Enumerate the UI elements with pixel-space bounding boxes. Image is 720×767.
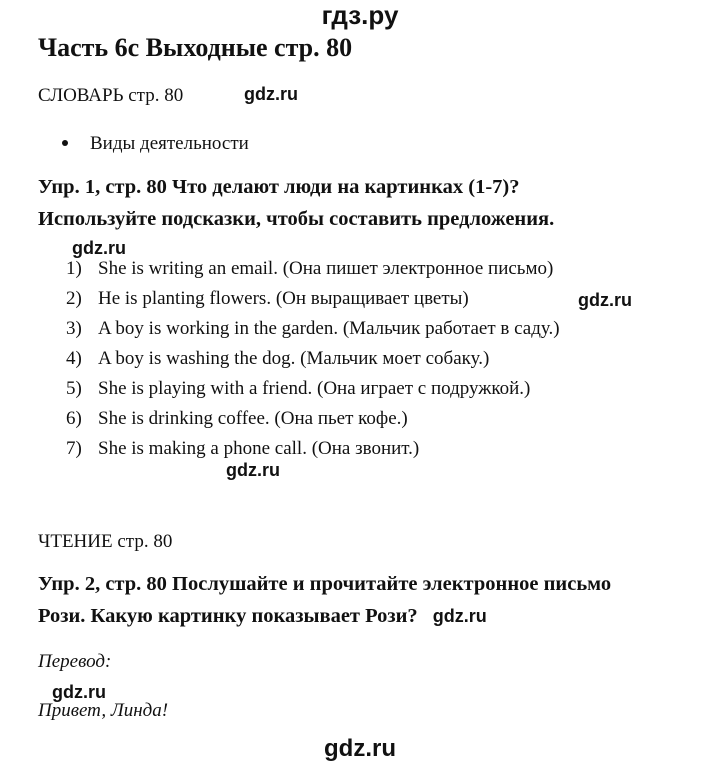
answer-item xyxy=(66,404,560,434)
exercise2-heading-text: Рози. Какую картинку показывает Рози? xyxy=(38,605,418,627)
translation-label: Перевод: xyxy=(38,651,112,672)
answer-item xyxy=(66,344,560,374)
vocabulary-label: СЛОВАРЬ стр. 80 xyxy=(38,85,184,106)
exercise1-heading-line2: Используйте подсказки, чтобы составить предложения. xyxy=(38,208,555,230)
watermark-4: gdz.ru xyxy=(226,460,280,480)
reading-label: ЧТЕНИЕ стр. 80 xyxy=(38,531,173,552)
exercise2-heading-line1: Упр. 2, стр. 80 Послушайте и прочитайте электронное письмо xyxy=(38,573,612,595)
watermark-6: gdz.ru xyxy=(52,682,106,702)
answer-item xyxy=(66,254,560,284)
translation-greeting: Привет, Линда! xyxy=(38,700,169,721)
site-header: гдз.ру xyxy=(321,0,399,30)
exercise1-answer-list xyxy=(66,254,560,464)
answer-item xyxy=(66,284,560,314)
bullet-item-text: Виды деятельности xyxy=(90,133,249,154)
answer-text: She is making a phone call. (Она звонит.) xyxy=(98,438,420,459)
answer-text: A boy is washing the dog. (Мальчик моет собаку.) xyxy=(98,348,490,369)
watermark-3: gdz.ru xyxy=(578,290,632,310)
answer-number: 7) xyxy=(66,438,82,459)
answer-text: She is writing an email. (Она пишет электронное письмо) xyxy=(98,258,554,279)
answer-number: 6) xyxy=(66,408,82,429)
watermark-7: gdz.ru xyxy=(324,735,396,762)
watermark-1: gdz.ru xyxy=(244,84,298,104)
watermark-5: gdz.ru xyxy=(432,606,487,626)
bullet-icon xyxy=(62,140,68,146)
answer-number: 4) xyxy=(66,348,82,369)
answer-text: A boy is working in the garden. (Мальчик работает в саду.) xyxy=(98,318,560,339)
answer-number: 1) xyxy=(66,258,82,279)
exercise2-heading-line2 xyxy=(38,600,487,632)
vocabulary-bullet-item xyxy=(62,132,249,156)
watermark-2: gdz.ru xyxy=(72,238,126,258)
page-title: Часть 6с Выходные стр. 80 xyxy=(38,33,353,62)
answer-item xyxy=(66,314,560,344)
answer-text: She is drinking coffee. (Она пьет кофе.) xyxy=(98,408,408,429)
exercise1-heading-line1: Упр. 1, стр. 80 Что делают люди на картинках (1-7)? xyxy=(38,176,520,198)
answer-number: 3) xyxy=(66,318,82,339)
answer-number: 5) xyxy=(66,378,82,399)
answer-number: 2) xyxy=(66,288,82,309)
answer-text: She is playing with a friend. (Она играет с подружкой.) xyxy=(98,378,531,399)
answer-text: He is planting flowers. (Он выращивает цветы) xyxy=(98,288,469,309)
answer-item xyxy=(66,374,560,404)
answer-item xyxy=(66,434,560,464)
